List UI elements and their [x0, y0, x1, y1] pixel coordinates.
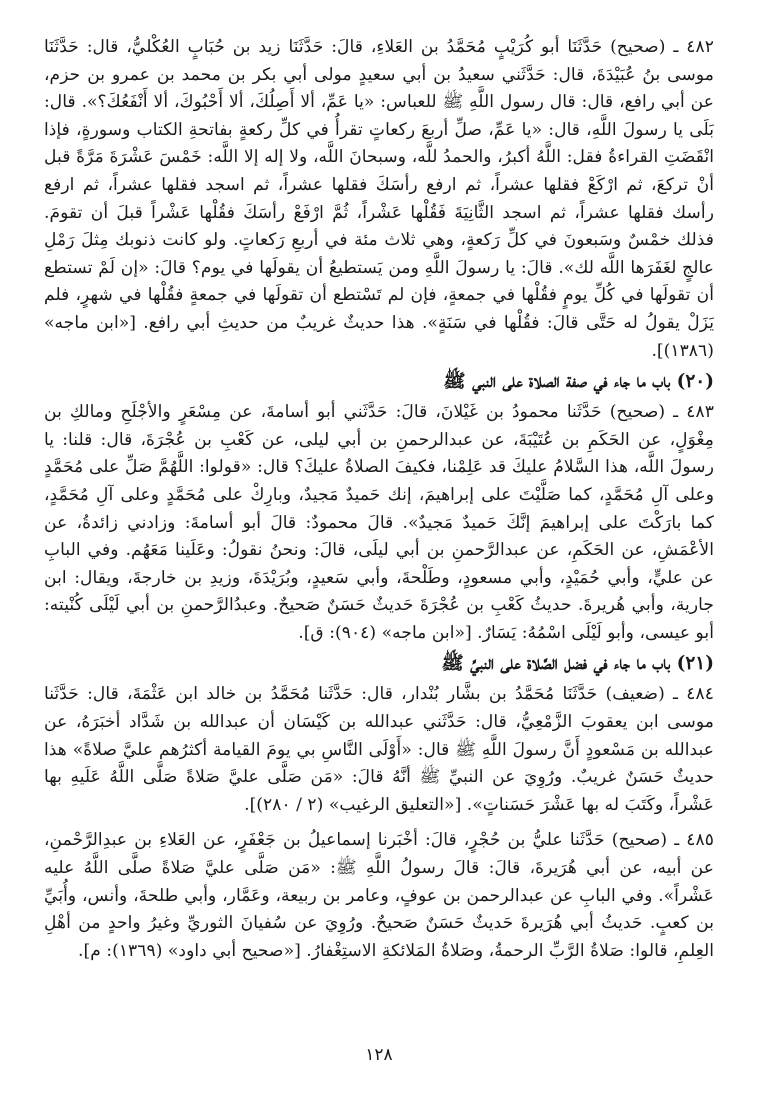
hadith-483: ٤٨٣ ـ (صحيح) حَدَّثَنا محمودُ بن غَيْلانَ، قالَ: حَدَّثَني أبو أسامةَ، عن مِسْعَرٍ والأجْلَحِ ومالكِ بن مِغْوَلٍ، عن الحَكَمِ بن عُتَيْبَةَ، عن عبدالرحمنِ بن أبي ليلى، عن كَعْبِ بن عُجْرَةَ، قال: قلنا: يا رسولَ اللَّه، هذا السَّلامُ عليكَ قد عَلِمْنا، فكيفَ الصلاةُ عليكَ؟ قال: «قولوا: اللَّهُمَّ صَلِّ على مُحَمَّدٍ وعلى آلِ مُحَمَّدٍ، كما صَلَّيْتَ على إبراهيمَ، إنك حَميدٌ مَجيدٌ، وبارِكْ على مُحَمَّدٍ وعلى آلِ مُحَمَّدٍ، كما بارَكْتَ على إبراهيمَ إنَّكَ حَميدٌ مَجيدٌ». قالَ محمودٌ: قالَ أبو أسامةَ: وزادني زائدةُ، عن الأعْمَشِ، عن الحَكَمِ، عن عبدالرَّحمنِ بن أبي ليلَى، قالَ: ونحنُ نقولُ: وعَلَينا مَعَهُم. وفي البابِ عن عليٍّ، وأبي حُمَيْدٍ، وأبي مسعودٍ، وطَلْحةَ، وأبي سَعيدٍ، وبُرَيْدَةَ، وزيدِ بن خارجةَ، ويقال: ابن جارية، وأبي هُريرةَ. حديثُ كَعْبِ بن عُجْرَةَ حَديثٌ حَسَنٌ صَحيحٌ. وعبدُالرَّحمنِ بن أبي لَيْلَى كُنْيته: أبو عيسى، وأبو لَيْلَى اسْمُهُ: يَسَارٌ. [«ابن ماجه» (٩٠٤): ق].: [44, 402, 714, 643]
chapter-heading-21: (٢١) باب ما جاء في فضل الصَّلاة على النبيِّ ﷺ: [441, 653, 714, 675]
hadith-485: ٤٨٥ ـ (صحيح) حَدَّثَنا عليُّ بن حُجْرٍ، قالَ: أخْبَرنا إسماعيلُ بن جَعْفَرٍ، عن العَلاءِ بن عبدِالرَّحْمنِ، عن أبيه، عن أبي هُرَيرةَ، قالَ: قالَ رسولُ اللَّهِ ﷺ: «مَن صَلَّى عليَّ صَلاةً صلَّى اللَّهُ عليه عَشْراً». وفي البابِ عن عبدالرحمن بن عوفٍ، وعامر بن ربيعة، وعَمَّار، وأبي طلحةَ، وأنس، وأُبَيِّ بن كعبٍ. حَديثُ أبي هُرَيرةَ حَديثٌ حَسَنٌ صَحيحٌ. ورُوِيَ عن سُفيانَ الثوريِّ وغيرُ واحدٍ من أهْلِ العِلمِ، قالوا: صَلاةُ الرَّبِّ الرحمةُ، وصَلاةُ المَلائكةِ الاستِغْفارُ. [«صحيح أبي داود» (١٣٦٩): م].: [44, 830, 714, 961]
hadith-484: ٤٨٤ ـ (ضعيف) حَدَّثَنَا مُحَمَّدُ بن بشَّار بُنْدار، قال: حَدَّثَنا مُحَمَّدُ بن خالد ابن عَثْمَةَ، قال: حَدَّثَنا موسى ابن يعقوبَ الزَّمْعِيُّ، قال: حَدَّثَني عبدالله بن كَيْسَان أن عبدالله بن شَدَّاد أخبَرَهُ، عن عبدالله بن مَسْعودٍ أَنَّ رسولَ اللَّهِ ﷺ قال: «أَوْلَى النَّاسِ بي يومَ القيامة أكثرُهم عليَّ صلاةً» هذا حديثٌ حَسَنٌ غريبٌ. ورُوِيَ عن النبيِّ ﷺ أنَّهُ قالَ: «مَن صَلَّى عليَّ صَلاةً صَلَّى اللَّهُ عَلَيهِ بها عَشْراً، وكَتَبَ له بها عَشْرَ حَسَناتٍ». [«التعليق الرغيب» (٢ / ٢٨٠)].: [44, 684, 714, 815]
text-block: [44, 34, 714, 965]
chapter-heading-20: (٢٠) باب ما جاء في صفة الصلاة على النبي ﷺ: [443, 371, 714, 393]
hadith-482: ٤٨٢ ـ (صحيح) حَدَّثَنَا أبو كُرَيْبٍ مُحَمَّدُ بن العَلاءِ، قالَ: حَدَّثَنَا زيد بن حُبَابٍ العُكْليُّ، قال: حَدَّثَنَا موسى بنُ عُبَيْدَةَ، قال: حَدَّثَني سعيدُ بن أبي سعيدٍ مولى أبي بكر بن محمد بن عمرو بن حزم، عن أبي رافع، قال: قال رسول اللَّهِ ﷺ للعباس: «يا عَمِّ، ألا أَصِلُكَ، ألا أَحْبُوكَ، ألا أَنْفَعُكَ؟». قال: بَلَى يا رسولَ اللَّهِ، قال: «يا عَمِّ، صلِّ أربعَ ركعاتٍ تقرأُ في كلِّ ركعةٍ بفاتحةِ الكتاب وسورةٍ، فإذا انْقَضَتِ القراءةُ فقل: اللَّهُ أكبرُ، والحمدُ للَّه، وسبحانَ اللَّه، ولا إله إلا اللَّه: خَمْسَ عَشْرَةَ مَرَّةً قبل أنْ تركعَ، ثم ارْكَعْ فقلها عشراً، ثم ارفع رأسَكَ فقلها عشراً، ثم اسجد فقلها عشراً، ثم ارفع رأسك فقلها عشراً، ثم اسجد الثَّانِيَةَ فَقُلْها عَشْراً، ثُمَّ ارْفَعْ رأسَكَ فقُلْها عَشْراً قبلَ أن تقومَ. فذلك خمْسٌ وسَبعونَ في كلِّ رَكعةٍ، وهي ثلاث مئة في أربعِ رَكعاتٍ. ولو كانت ذنوبك مِثلَ رَمْلِ عالجٍ لغَفَرَها اللَّه لك». قالَ: يا رسولَ اللَّهِ ومن يَستطيعُ أن يقولَها في يوم؟ قالَ: «إن لَمْ تستطع أن تقولَها في كُلِّ يومٍ فقُلْها في جمعةٍ، فإن لم تَسْتطع أن تقولَها في جمعةٍ فقُلْها في شهرٍ، فلم يَزَلْ يقولُ له حَتَّى قالَ: فقُلْها في سَنَةٍ». هذا حديثٌ غريبٌ من حديثِ أبي رافع. [«ابن ماجه» (١٣٨٦)].: [44, 37, 714, 361]
page-number: ١٢٨: [365, 1045, 393, 1065]
